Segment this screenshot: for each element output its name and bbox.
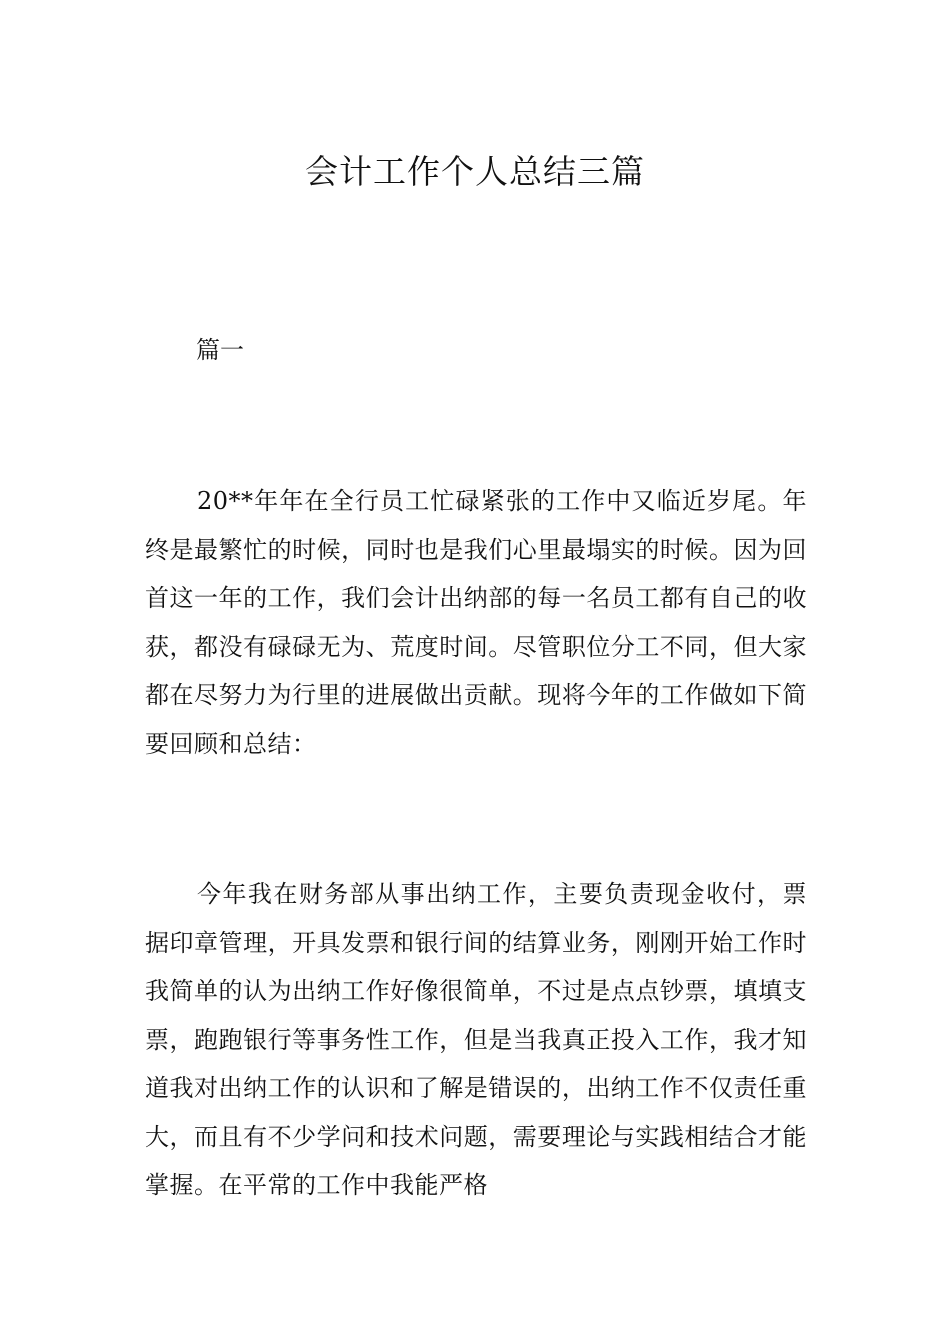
document-title: 会计工作个人总结三篇	[305, 152, 645, 192]
section-label: 篇一	[196, 336, 244, 364]
body-paragraph: 20**年年在全行员工忙碌紧张的工作中又临近岁尾。年终是最繁忙的时候，同时也是我们心里最塌实的时候。因为回首这一年的工作，我们会计出纳部的每一名员工都有自己的收获，都没有碌碌无为、荒度时间。尽管职位分工不同，但大家都在尽努力为行里的进展做出贡献。现将今年的工作做如下简要回顾和总结：	[145, 487, 807, 758]
body-paragraph: 今年我在财务部从事出纳工作，主要负责现金收付，票据印章管理，开具发票和银行间的结算业务，刚刚开始工作时我简单的认为出纳工作好像很简单，不过是点点钞票，填填支票，跑跑银行等事务性工作，但是当我真正投入工作，我才知道我对出纳工作的认识和了解是错误的，出纳工作不仅责任重大，而且有不少学问和技术问题，需要理论与实践相结合才能掌握。在平常的工作中我能严格	[145, 880, 807, 1199]
